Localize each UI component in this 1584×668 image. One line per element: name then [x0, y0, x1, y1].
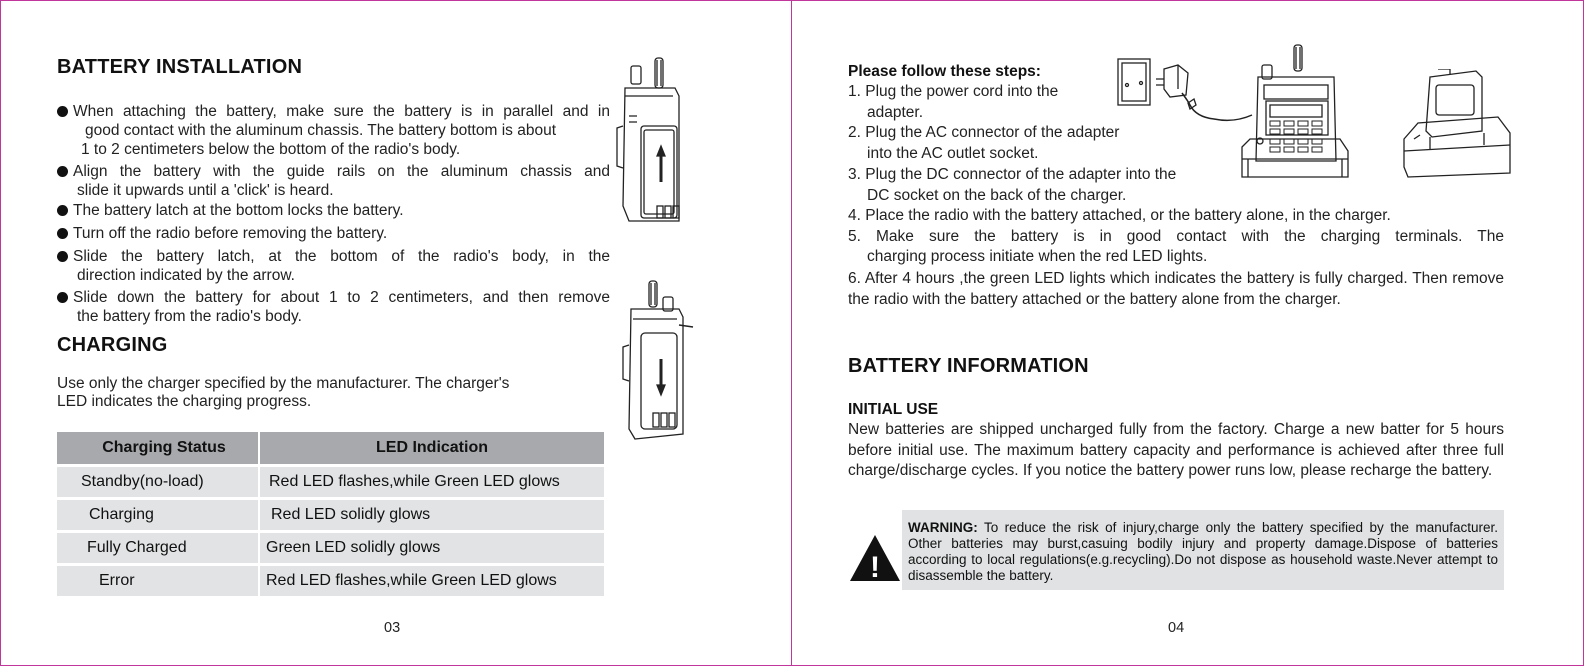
- step-1: 1. Plug the power cord into the: [848, 83, 1059, 100]
- table-cell: Standby(no-load): [57, 467, 258, 497]
- step-5-line-2: charging process initiate when the red LED lights.: [867, 248, 1208, 266]
- steps-title: Please follow these steps:: [848, 63, 1041, 80]
- led-indication-table: [55, 429, 606, 599]
- warning-triangle-icon: [848, 533, 902, 583]
- table-cell: Red LED flashes,while Green LED glows: [260, 467, 604, 497]
- bullet-dot-icon: [57, 205, 68, 216]
- battery-in-charger-illustration: [1402, 69, 1512, 181]
- radio-battery-remove-illustration: [621, 279, 701, 444]
- bullet-2: Align the battery with the guide rails on the aluminum chassis and: [57, 162, 610, 181]
- warning-box: [902, 510, 1504, 590]
- charging-text-line-1: Use only the charger specified by the manufacturer. The charger's: [57, 375, 510, 392]
- warning-text: To reduce the risk of injury,charge only the battery specified by the manufacturer. Other batteries may burst,casuing bodily injury and property damage.Dispose of batteries according to local regulations(e.g.recycling).Do not dispose as household waste.Never attempt to disassemble the battery.: [908, 520, 1498, 583]
- bullet-dot-icon: [57, 228, 68, 239]
- wall-socket-icon: [1116, 57, 1152, 107]
- step-3-line-2: DC socket on the back of the charger.: [867, 186, 1127, 204]
- table-row: [57, 566, 604, 596]
- bullet-dot-icon: [57, 292, 68, 303]
- table-row: [57, 467, 604, 497]
- bullet-6-line-2: the battery from the radio's body.: [77, 308, 302, 325]
- warning-exclamation: !: [870, 551, 880, 583]
- charging-text-line-2: LED indicates the charging progress.: [57, 393, 312, 410]
- warning-label: WARNING:: [908, 520, 978, 535]
- bullet-1-line-2: good contact with the aluminum chassis. The battery bottom is about: [85, 122, 556, 139]
- bullet-1-line-3: 1 to 2 centimeters below the bottom of the radio's body.: [81, 141, 461, 158]
- bullet-4: Turn off the radio before removing the battery.: [57, 224, 610, 243]
- battery-installation-title: BATTERY INSTALLATION: [57, 56, 303, 78]
- table-row: [57, 533, 604, 563]
- bullet-dot-icon: [57, 166, 68, 177]
- table-cell: Error: [57, 566, 258, 596]
- table-row: [57, 500, 604, 530]
- charging-title: CHARGING: [57, 334, 168, 356]
- page-number: 04: [1168, 620, 1185, 636]
- table-header-row: [57, 432, 604, 464]
- bullet-2-line-2: slide it upwards until a 'click' is heard.: [77, 182, 334, 199]
- step-5: 5. Make sure the battery is in good contact with the charging terminals. The: [848, 227, 1504, 245]
- radio-in-charger-illustration: [1240, 43, 1350, 183]
- bullet-5: Slide the battery latch, at the bottom of the radio's body, in the: [57, 247, 610, 266]
- bullet-1: When attaching the battery, make sure the battery is in parallel and in: [57, 102, 610, 121]
- table-cell: Red LED flashes,while Green LED glows: [260, 566, 604, 596]
- step-6: 6. After 4 hours ,the green LED lights which indicates the battery is fully charged. Then remove the radio with the battery attached or the battery alone from the charger.: [848, 270, 1504, 308]
- table-header: LED Indication: [260, 432, 604, 464]
- installation-bullet-list: [57, 102, 610, 326]
- step-1-line-2: adapter.: [867, 103, 924, 121]
- bullet-3: The battery latch at the bottom locks the battery.: [57, 201, 610, 220]
- step-4: 4. Place the radio with the battery attached, or the battery alone, in the charger.: [848, 207, 1391, 224]
- bullet-dot-icon: [57, 106, 68, 117]
- initial-use-text: New batteries are shipped uncharged fully from the factory. Charge a new batter for 5 hours before initial use. The maximum battery capacity and performance is achieved after three full charge/discharge cycles. If you notice the battery power runs low, please recharge the battery.: [848, 421, 1504, 480]
- step-3: 3. Plug the DC connector of the adapter into the: [848, 165, 1177, 183]
- initial-use-title: INITIAL USE: [848, 401, 939, 418]
- power-adapter-illustration: [1154, 59, 1254, 129]
- bullet-dot-icon: [57, 251, 68, 262]
- battery-information-title: BATTERY INFORMATION: [848, 355, 1089, 377]
- table-cell: Green LED solidly glows: [260, 533, 604, 563]
- table-header: Charging Status: [57, 432, 258, 464]
- table-cell: Fully Charged: [57, 533, 258, 563]
- left-page: [0, 0, 792, 666]
- page-number: 03: [384, 620, 401, 636]
- steps-list-continued: [848, 206, 1504, 311]
- right-page: [791, 0, 1584, 666]
- bullet-6: Slide down the battery for about 1 to 2 centimeters, and then remove: [57, 288, 610, 307]
- step-2: 2. Plug the AC connector of the adapter: [848, 124, 1120, 142]
- table-cell: Charging: [57, 500, 258, 530]
- table-cell: Red LED solidly glows: [260, 500, 604, 530]
- radio-battery-attach-illustration: [615, 56, 705, 231]
- bullet-5-line-2: direction indicated by the arrow.: [77, 267, 295, 284]
- step-2-line-2: into the AC outlet socket.: [867, 145, 1039, 163]
